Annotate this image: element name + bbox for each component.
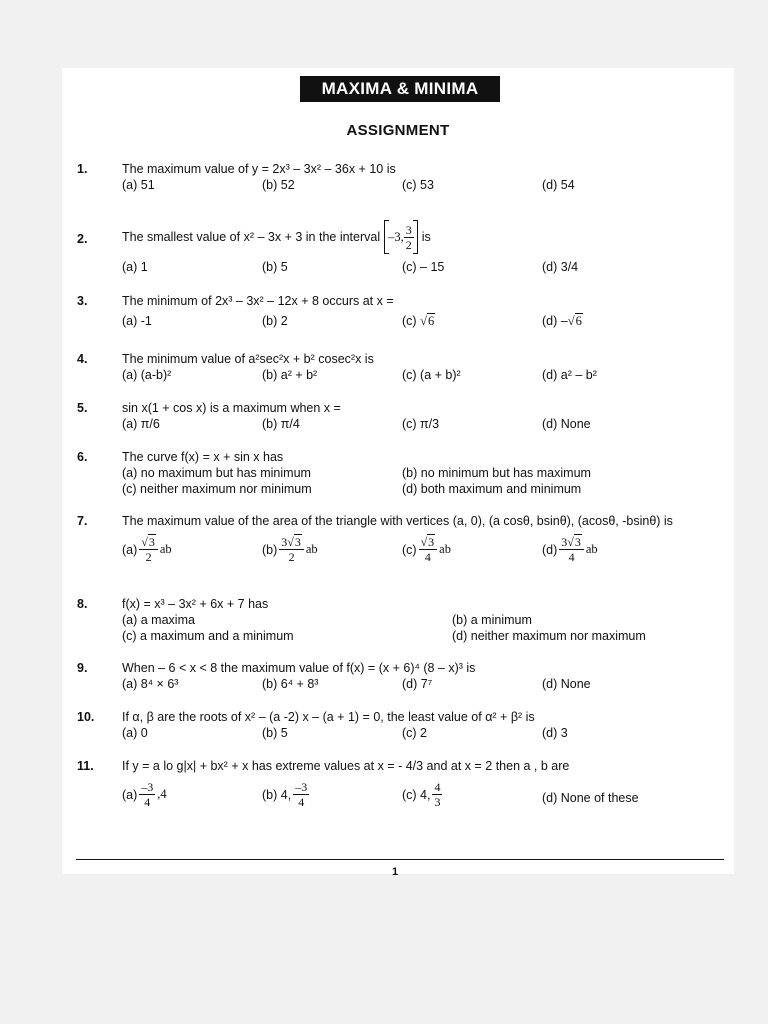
question-text: When – 6 < x < 8 the maximum value of f(x) = (x + 6)⁴ (8 – x)³ is — [122, 661, 476, 675]
option-a: (a) -1 — [122, 314, 152, 328]
option-d: (d) 54 — [542, 178, 575, 192]
option-c: (c) $\frac{√3}{4}$ ab — [402, 535, 451, 564]
question-text: f(x) = x³ – 3x² + 6x + 7 has — [122, 597, 269, 611]
option-c: (c) π/3 — [402, 417, 440, 431]
page-number: 1 — [392, 866, 399, 878]
option-c: (c) 2 — [402, 726, 427, 740]
section-heading: ASSIGNMENT — [346, 122, 450, 139]
sqrt-symbol: √6 — [567, 314, 582, 328]
option-b: (b) 4, $\frac{-3}{4}$ — [262, 780, 308, 809]
question-number: 4. — [77, 352, 88, 366]
document-page — [62, 68, 734, 878]
option-d: (d) None — [542, 417, 591, 431]
option-b: (b) π/4 — [262, 417, 300, 431]
question-text: The maximum value of the area of the triangle with vertices (a, 0), (a cosθ, bsinθ), (acosθ, -bsinθ) is — [122, 514, 673, 528]
option-b: (b) 2 — [262, 314, 288, 328]
option-d: (d) 3/4 — [542, 260, 579, 274]
option-b: (b) a² + b² — [262, 368, 318, 382]
question-number: 8. — [77, 597, 88, 611]
option-a: (a) no maximum but has minimum — [122, 466, 311, 480]
option-b: (b) 6⁴ + 8³ — [262, 677, 319, 691]
question-number: 9. — [77, 661, 88, 675]
interval-denominator: 2 — [405, 237, 412, 252]
chapter-title: MAXIMA & MINIMA — [300, 76, 500, 102]
option-a: (a) 51 — [122, 178, 155, 192]
question-text: The curve f(x) = x + sin x has — [122, 450, 284, 464]
option-b: (b) 52 — [262, 178, 295, 192]
question-text: The maximum value of y = 2x³ – 3x² – 36x + 10 is — [122, 162, 396, 176]
option-c: (c) 4, $\frac{4}{3}$ — [402, 780, 441, 809]
option-a: (a) π/6 — [122, 417, 160, 431]
option-d: (d) neither maximum nor maximum — [452, 629, 646, 643]
option-d: (d) $\frac{3√3}{4}$ ab — [542, 535, 598, 564]
interval-bracket — [384, 220, 418, 254]
question-number: 2. — [77, 232, 88, 246]
option-b: (b) a minimum — [452, 613, 532, 627]
question-text: If y = a lo g|x| + bx² + x has extreme values at x = - 4/3 and at x = 2 then a , b are — [122, 759, 570, 773]
option-a: (a) a maxima — [122, 613, 195, 627]
option-d: (d) 3 — [542, 726, 568, 740]
option-d: (d) None — [542, 677, 591, 691]
option-b: (b) no minimum but has maximum — [402, 466, 591, 480]
option-b: (b) 5 — [262, 726, 288, 740]
question-number: 10. — [77, 710, 95, 724]
interval-numerator: 3 — [405, 222, 412, 237]
option-a: (a) 1 — [122, 260, 148, 274]
footer-rule — [76, 859, 724, 860]
option-c: (d) 7⁷ — [402, 677, 433, 691]
question-text: The smallest value of x² – 3x + 3 in the interval — [122, 230, 381, 244]
question-number: 5. — [77, 401, 88, 415]
question-number: 3. — [77, 294, 88, 308]
sqrt-symbol: √6 — [420, 314, 435, 328]
question-number: 6. — [77, 450, 88, 464]
question-text-tail: is — [421, 230, 431, 244]
option-a: (a) 0 — [122, 726, 148, 740]
option-c: (c) a maximum and a minimum — [122, 629, 294, 643]
option-c: (c) 53 — [402, 178, 434, 192]
option-a: (a) $\frac{-3}{4}$ ,4 — [122, 780, 167, 809]
question-text: sin x(1 + cos x) is a maximum when x = — [122, 401, 341, 415]
interval-left: –3, — [388, 229, 404, 244]
option-b: (b) $\frac{3√3}{2}$ ab — [262, 535, 318, 564]
question-text: If α, β are the roots of x² – (a -2) x – (a + 1) = 0, the least value of α² + β² is — [122, 710, 535, 724]
option-d: (d) None of these — [542, 791, 639, 805]
option-d: (d) a² – b² — [542, 368, 597, 382]
question-number: 11. — [77, 759, 94, 773]
option-d: (d) both maximum and minimum — [402, 482, 582, 496]
option-d: (d) –√6 — [542, 314, 582, 328]
question-number: 1. — [77, 162, 88, 176]
question-number: 7. — [77, 514, 88, 528]
option-a: (a) 8⁴ × 6³ — [122, 677, 179, 691]
option-c: (c) – 15 — [402, 260, 445, 274]
option-c: (c) (a + b)² — [402, 368, 461, 382]
question-text: The minimum value of a²sec²x + b² cosec²x is — [122, 352, 374, 366]
option-c: (c) neither maximum nor minimum — [122, 482, 312, 496]
option-c: (c) √6 — [402, 314, 435, 328]
option-a: (a) (a-b)² — [122, 368, 172, 382]
question-text: The minimum of 2x³ – 3x² – 12x + 8 occurs at x = — [122, 294, 394, 308]
option-a: (a) $\frac{√3}{2}$ ab — [122, 535, 172, 564]
option-b: (b) 5 — [262, 260, 288, 274]
